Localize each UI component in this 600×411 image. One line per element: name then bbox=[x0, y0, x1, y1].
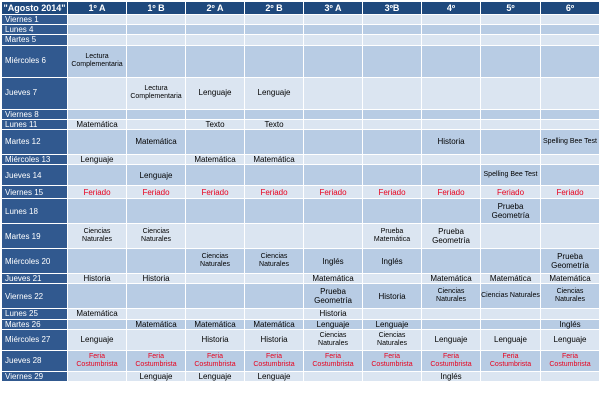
schedule-cell bbox=[422, 165, 481, 186]
schedule-cell: Feriado bbox=[422, 186, 481, 199]
schedule-cell: Matemática bbox=[245, 154, 304, 164]
schedule-cell bbox=[245, 25, 304, 35]
schedule-cell bbox=[422, 109, 481, 119]
schedule-cell bbox=[68, 35, 127, 45]
schedule-cell bbox=[541, 77, 600, 109]
schedule-cell: Lenguaje bbox=[68, 329, 127, 350]
schedule-cell bbox=[68, 109, 127, 119]
schedule-cell bbox=[245, 309, 304, 319]
schedule-cell bbox=[127, 329, 186, 350]
schedule-cell bbox=[245, 129, 304, 154]
table-row bbox=[2, 119, 600, 129]
table-row bbox=[2, 186, 600, 199]
schedule-cell bbox=[481, 224, 541, 249]
schedule-cell bbox=[304, 165, 363, 186]
schedule-cell bbox=[541, 165, 600, 186]
schedule-cell bbox=[363, 77, 422, 109]
schedule-cell bbox=[245, 284, 304, 309]
schedule-cell bbox=[481, 119, 541, 129]
schedule-cell: Feria Costumbrista bbox=[541, 350, 600, 371]
schedule-cell bbox=[127, 249, 186, 274]
schedule-cell: Ciencias Naturales bbox=[481, 284, 541, 309]
schedule-cell bbox=[186, 199, 245, 224]
schedule-cell bbox=[422, 309, 481, 319]
day-label: Miércoles 27 bbox=[2, 329, 68, 350]
schedule-cell: Matemática bbox=[127, 319, 186, 329]
table-row bbox=[2, 77, 600, 109]
day-label: Martes 12 bbox=[2, 129, 68, 154]
schedule-cell bbox=[481, 15, 541, 25]
schedule-cell bbox=[245, 224, 304, 249]
schedule-cell bbox=[363, 45, 422, 77]
table-row bbox=[2, 329, 600, 350]
schedule-cell bbox=[186, 129, 245, 154]
schedule-cell: Prueba Matemática bbox=[363, 224, 422, 249]
calendar-body bbox=[2, 15, 600, 382]
schedule-cell bbox=[481, 109, 541, 119]
schedule-cell: Matemática bbox=[304, 274, 363, 284]
schedule-cell bbox=[541, 199, 600, 224]
schedule-cell bbox=[304, 154, 363, 164]
schedule-cell bbox=[68, 129, 127, 154]
day-label: Miércoles 13 bbox=[2, 154, 68, 164]
day-label: Jueves 28 bbox=[2, 350, 68, 371]
header-class: 6º bbox=[541, 2, 600, 15]
schedule-cell bbox=[541, 154, 600, 164]
schedule-cell: Spelling Bee Test bbox=[541, 129, 600, 154]
schedule-cell bbox=[245, 199, 304, 224]
schedule-cell: Spelling Bee Test bbox=[481, 165, 541, 186]
header-class: 2º A bbox=[186, 2, 245, 15]
schedule-cell bbox=[127, 25, 186, 35]
schedule-cell bbox=[541, 25, 600, 35]
schedule-cell bbox=[186, 25, 245, 35]
schedule-cell: Lenguaje bbox=[127, 371, 186, 381]
schedule-cell: Historia bbox=[245, 329, 304, 350]
day-label: Jueves 14 bbox=[2, 165, 68, 186]
schedule-cell bbox=[68, 165, 127, 186]
schedule-cell bbox=[245, 45, 304, 77]
header-class: 5º bbox=[481, 2, 541, 15]
schedule-cell bbox=[186, 309, 245, 319]
schedule-cell: Feriado bbox=[245, 186, 304, 199]
schedule-cell: Feria Costumbrista bbox=[186, 350, 245, 371]
schedule-cell: Ciencias Naturales bbox=[127, 224, 186, 249]
schedule-cell: Matemática bbox=[68, 119, 127, 129]
schedule-cell bbox=[186, 35, 245, 45]
schedule-cell bbox=[481, 319, 541, 329]
schedule-cell bbox=[186, 165, 245, 186]
schedule-cell: Historia bbox=[363, 284, 422, 309]
schedule-cell: Lectura Complementaria bbox=[127, 77, 186, 109]
schedule-cell: Feria Costumbrista bbox=[304, 350, 363, 371]
day-label: Jueves 21 bbox=[2, 274, 68, 284]
schedule-cell: Feriado bbox=[481, 186, 541, 199]
schedule-cell: Prueba Geometría bbox=[304, 284, 363, 309]
schedule-cell bbox=[422, 199, 481, 224]
schedule-cell: Historia bbox=[422, 129, 481, 154]
schedule-cell: Ciencias Naturales bbox=[304, 329, 363, 350]
schedule-cell: Lenguaje bbox=[541, 329, 600, 350]
schedule-cell bbox=[245, 15, 304, 25]
schedule-cell: Lenguaje bbox=[363, 319, 422, 329]
schedule-cell bbox=[481, 371, 541, 381]
schedule-cell: Feria Costumbrista bbox=[127, 350, 186, 371]
header-class: 4º bbox=[422, 2, 481, 15]
schedule-cell bbox=[363, 119, 422, 129]
schedule-cell: Feriado bbox=[304, 186, 363, 199]
schedule-cell: Lenguaje bbox=[422, 329, 481, 350]
day-label: Viernes 22 bbox=[2, 284, 68, 309]
schedule-cell: Lenguaje bbox=[304, 319, 363, 329]
schedule-cell bbox=[541, 45, 600, 77]
schedule-cell: Feriado bbox=[68, 186, 127, 199]
header-corner: "Agosto 2014" bbox=[3, 2, 66, 13]
schedule-cell bbox=[481, 129, 541, 154]
day-label: Miércoles 6 bbox=[2, 45, 68, 77]
schedule-cell bbox=[481, 35, 541, 45]
schedule-cell bbox=[363, 109, 422, 119]
day-label: Miércoles 20 bbox=[2, 249, 68, 274]
schedule-cell bbox=[245, 109, 304, 119]
day-label: Viernes 29 bbox=[2, 371, 68, 381]
schedule-cell bbox=[186, 45, 245, 77]
schedule-cell: Feria Costumbrista bbox=[422, 350, 481, 371]
schedule-cell bbox=[127, 199, 186, 224]
day-label: Lunes 25 bbox=[2, 309, 68, 319]
schedule-cell bbox=[422, 45, 481, 77]
schedule-cell: Lectura Complementaria bbox=[68, 45, 127, 77]
schedule-cell bbox=[422, 119, 481, 129]
schedule-cell bbox=[541, 371, 600, 381]
day-label: Viernes 8 bbox=[2, 109, 68, 119]
schedule-cell: Ciencias Naturales bbox=[422, 284, 481, 309]
schedule-cell: Feriado bbox=[541, 186, 600, 199]
schedule-cell: Feriado bbox=[127, 186, 186, 199]
schedule-cell bbox=[304, 129, 363, 154]
schedule-cell bbox=[363, 199, 422, 224]
schedule-cell bbox=[304, 119, 363, 129]
schedule-cell bbox=[422, 249, 481, 274]
header-class: 1º B bbox=[127, 2, 186, 15]
schedule-cell bbox=[186, 284, 245, 309]
schedule-cell bbox=[127, 15, 186, 25]
schedule-cell: Matemática bbox=[186, 319, 245, 329]
day-label: Martes 19 bbox=[2, 224, 68, 249]
day-label: Lunes 11 bbox=[2, 119, 68, 129]
schedule-cell bbox=[541, 309, 600, 319]
schedule-cell bbox=[363, 129, 422, 154]
header-class: 3º A bbox=[304, 2, 363, 15]
schedule-cell: Inglés bbox=[363, 249, 422, 274]
schedule-cell: Lenguaje bbox=[245, 371, 304, 381]
table-row bbox=[2, 249, 600, 274]
schedule-cell: Prueba Geometría bbox=[481, 199, 541, 224]
schedule-cell: Feriado bbox=[363, 186, 422, 199]
schedule-cell bbox=[304, 35, 363, 45]
schedule-cell: Feria Costumbrista bbox=[481, 350, 541, 371]
schedule-cell: Ciencias Naturales bbox=[363, 329, 422, 350]
calendar-table bbox=[1, 1, 600, 382]
day-label: Jueves 7 bbox=[2, 77, 68, 109]
schedule-cell: Lenguaje bbox=[245, 77, 304, 109]
schedule-cell: Matemática bbox=[186, 154, 245, 164]
schedule-cell bbox=[363, 274, 422, 284]
day-label: Martes 5 bbox=[2, 35, 68, 45]
schedule-cell: Lenguaje bbox=[68, 154, 127, 164]
schedule-cell bbox=[304, 25, 363, 35]
schedule-cell: Ciencias Naturales bbox=[186, 249, 245, 274]
schedule-cell: Ciencias Naturales bbox=[68, 224, 127, 249]
schedule-cell: Matemática bbox=[422, 274, 481, 284]
schedule-cell bbox=[304, 224, 363, 249]
schedule-cell bbox=[186, 15, 245, 25]
header-class: 3ºB bbox=[363, 2, 422, 15]
table-row bbox=[2, 224, 600, 249]
schedule-cell: Lenguaje bbox=[481, 329, 541, 350]
schedule-cell: Ciencias Naturales bbox=[245, 249, 304, 274]
schedule-cell: Matemática bbox=[541, 274, 600, 284]
schedule-cell bbox=[68, 15, 127, 25]
schedule-cell bbox=[363, 154, 422, 164]
schedule-cell bbox=[68, 284, 127, 309]
schedule-cell: Texto bbox=[186, 119, 245, 129]
header-class: 2º B bbox=[245, 2, 304, 15]
schedule-cell bbox=[363, 15, 422, 25]
schedule-cell: Historia bbox=[186, 329, 245, 350]
table-row bbox=[2, 15, 600, 25]
schedule-cell bbox=[68, 371, 127, 381]
schedule-cell: Feria Costumbrista bbox=[363, 350, 422, 371]
schedule-cell: Ciencias Naturales bbox=[541, 284, 600, 309]
schedule-cell bbox=[127, 119, 186, 129]
schedule-cell bbox=[304, 45, 363, 77]
schedule-cell: Inglés bbox=[304, 249, 363, 274]
table-row bbox=[2, 129, 600, 154]
table-row bbox=[2, 35, 600, 45]
schedule-cell bbox=[186, 109, 245, 119]
schedule-cell: Historia bbox=[127, 274, 186, 284]
schedule-cell: Prueba Geometría bbox=[422, 224, 481, 249]
schedule-cell bbox=[422, 35, 481, 45]
schedule-cell bbox=[422, 154, 481, 164]
schedule-cell bbox=[304, 199, 363, 224]
table-row bbox=[2, 165, 600, 186]
table-row bbox=[2, 199, 600, 224]
schedule-cell bbox=[422, 25, 481, 35]
schedule-cell bbox=[363, 25, 422, 35]
schedule-cell: Texto bbox=[245, 119, 304, 129]
schedule-cell bbox=[68, 319, 127, 329]
table-row bbox=[2, 371, 600, 381]
schedule-cell bbox=[304, 109, 363, 119]
day-label: Lunes 4 bbox=[2, 25, 68, 35]
schedule-cell: Feria Costumbrista bbox=[68, 350, 127, 371]
schedule-cell bbox=[481, 249, 541, 274]
schedule-cell bbox=[541, 35, 600, 45]
table-row bbox=[2, 109, 600, 119]
schedule-cell bbox=[481, 45, 541, 77]
schedule-cell bbox=[541, 119, 600, 129]
schedule-cell bbox=[541, 109, 600, 119]
schedule-cell bbox=[127, 35, 186, 45]
schedule-cell bbox=[304, 15, 363, 25]
schedule-cell bbox=[422, 319, 481, 329]
schedule-cell bbox=[422, 15, 481, 25]
table-row bbox=[2, 45, 600, 77]
schedule-cell bbox=[481, 309, 541, 319]
schedule-cell: Inglés bbox=[541, 319, 600, 329]
schedule-cell bbox=[127, 284, 186, 309]
schedule-cell bbox=[363, 35, 422, 45]
header-row bbox=[2, 2, 600, 15]
schedule-cell bbox=[304, 77, 363, 109]
table-row bbox=[2, 284, 600, 309]
schedule-cell: Feriado bbox=[186, 186, 245, 199]
table-row bbox=[2, 274, 600, 284]
schedule-cell: Historia bbox=[68, 274, 127, 284]
schedule-cell bbox=[422, 77, 481, 109]
schedule-cell bbox=[186, 224, 245, 249]
schedule-cell bbox=[541, 15, 600, 25]
schedule-cell bbox=[363, 165, 422, 186]
table-row bbox=[2, 309, 600, 319]
schedule-cell: Feria Costumbrista bbox=[245, 350, 304, 371]
schedule-cell: Lenguaje bbox=[186, 77, 245, 109]
table-row bbox=[2, 154, 600, 164]
schedule-cell bbox=[68, 249, 127, 274]
schedule-cell: Prueba Geometría bbox=[541, 249, 600, 274]
schedule-cell: Matemática bbox=[481, 274, 541, 284]
table-row bbox=[2, 25, 600, 35]
schedule-cell bbox=[245, 274, 304, 284]
schedule-cell: Matemática bbox=[127, 129, 186, 154]
schedule-cell: Inglés bbox=[422, 371, 481, 381]
schedule-cell bbox=[245, 165, 304, 186]
header-class: 1º A bbox=[68, 2, 127, 15]
schedule-cell: Lenguaje bbox=[127, 165, 186, 186]
schedule-cell bbox=[363, 309, 422, 319]
schedule-cell: Matemática bbox=[68, 309, 127, 319]
schedule-cell bbox=[127, 45, 186, 77]
schedule-cell bbox=[481, 154, 541, 164]
schedule-cell: Lenguaje bbox=[186, 371, 245, 381]
schedule-cell bbox=[127, 309, 186, 319]
day-label: Viernes 15 bbox=[2, 186, 68, 199]
schedule-cell bbox=[68, 199, 127, 224]
schedule-cell: Matemática bbox=[245, 319, 304, 329]
schedule-cell bbox=[127, 154, 186, 164]
day-label: Lunes 18 bbox=[2, 199, 68, 224]
schedule-cell bbox=[68, 25, 127, 35]
schedule-cell bbox=[541, 224, 600, 249]
schedule-cell bbox=[363, 371, 422, 381]
day-label: Martes 26 bbox=[2, 319, 68, 329]
schedule-cell bbox=[127, 109, 186, 119]
day-label: Viernes 1 bbox=[2, 15, 68, 25]
table-row bbox=[2, 350, 600, 371]
schedule-cell bbox=[304, 371, 363, 381]
schedule-cell bbox=[245, 35, 304, 45]
table-row bbox=[2, 319, 600, 329]
schedule-cell bbox=[481, 77, 541, 109]
schedule-cell bbox=[481, 25, 541, 35]
schedule-cell bbox=[68, 77, 127, 109]
schedule-cell bbox=[186, 274, 245, 284]
schedule-cell: Historia bbox=[304, 309, 363, 319]
